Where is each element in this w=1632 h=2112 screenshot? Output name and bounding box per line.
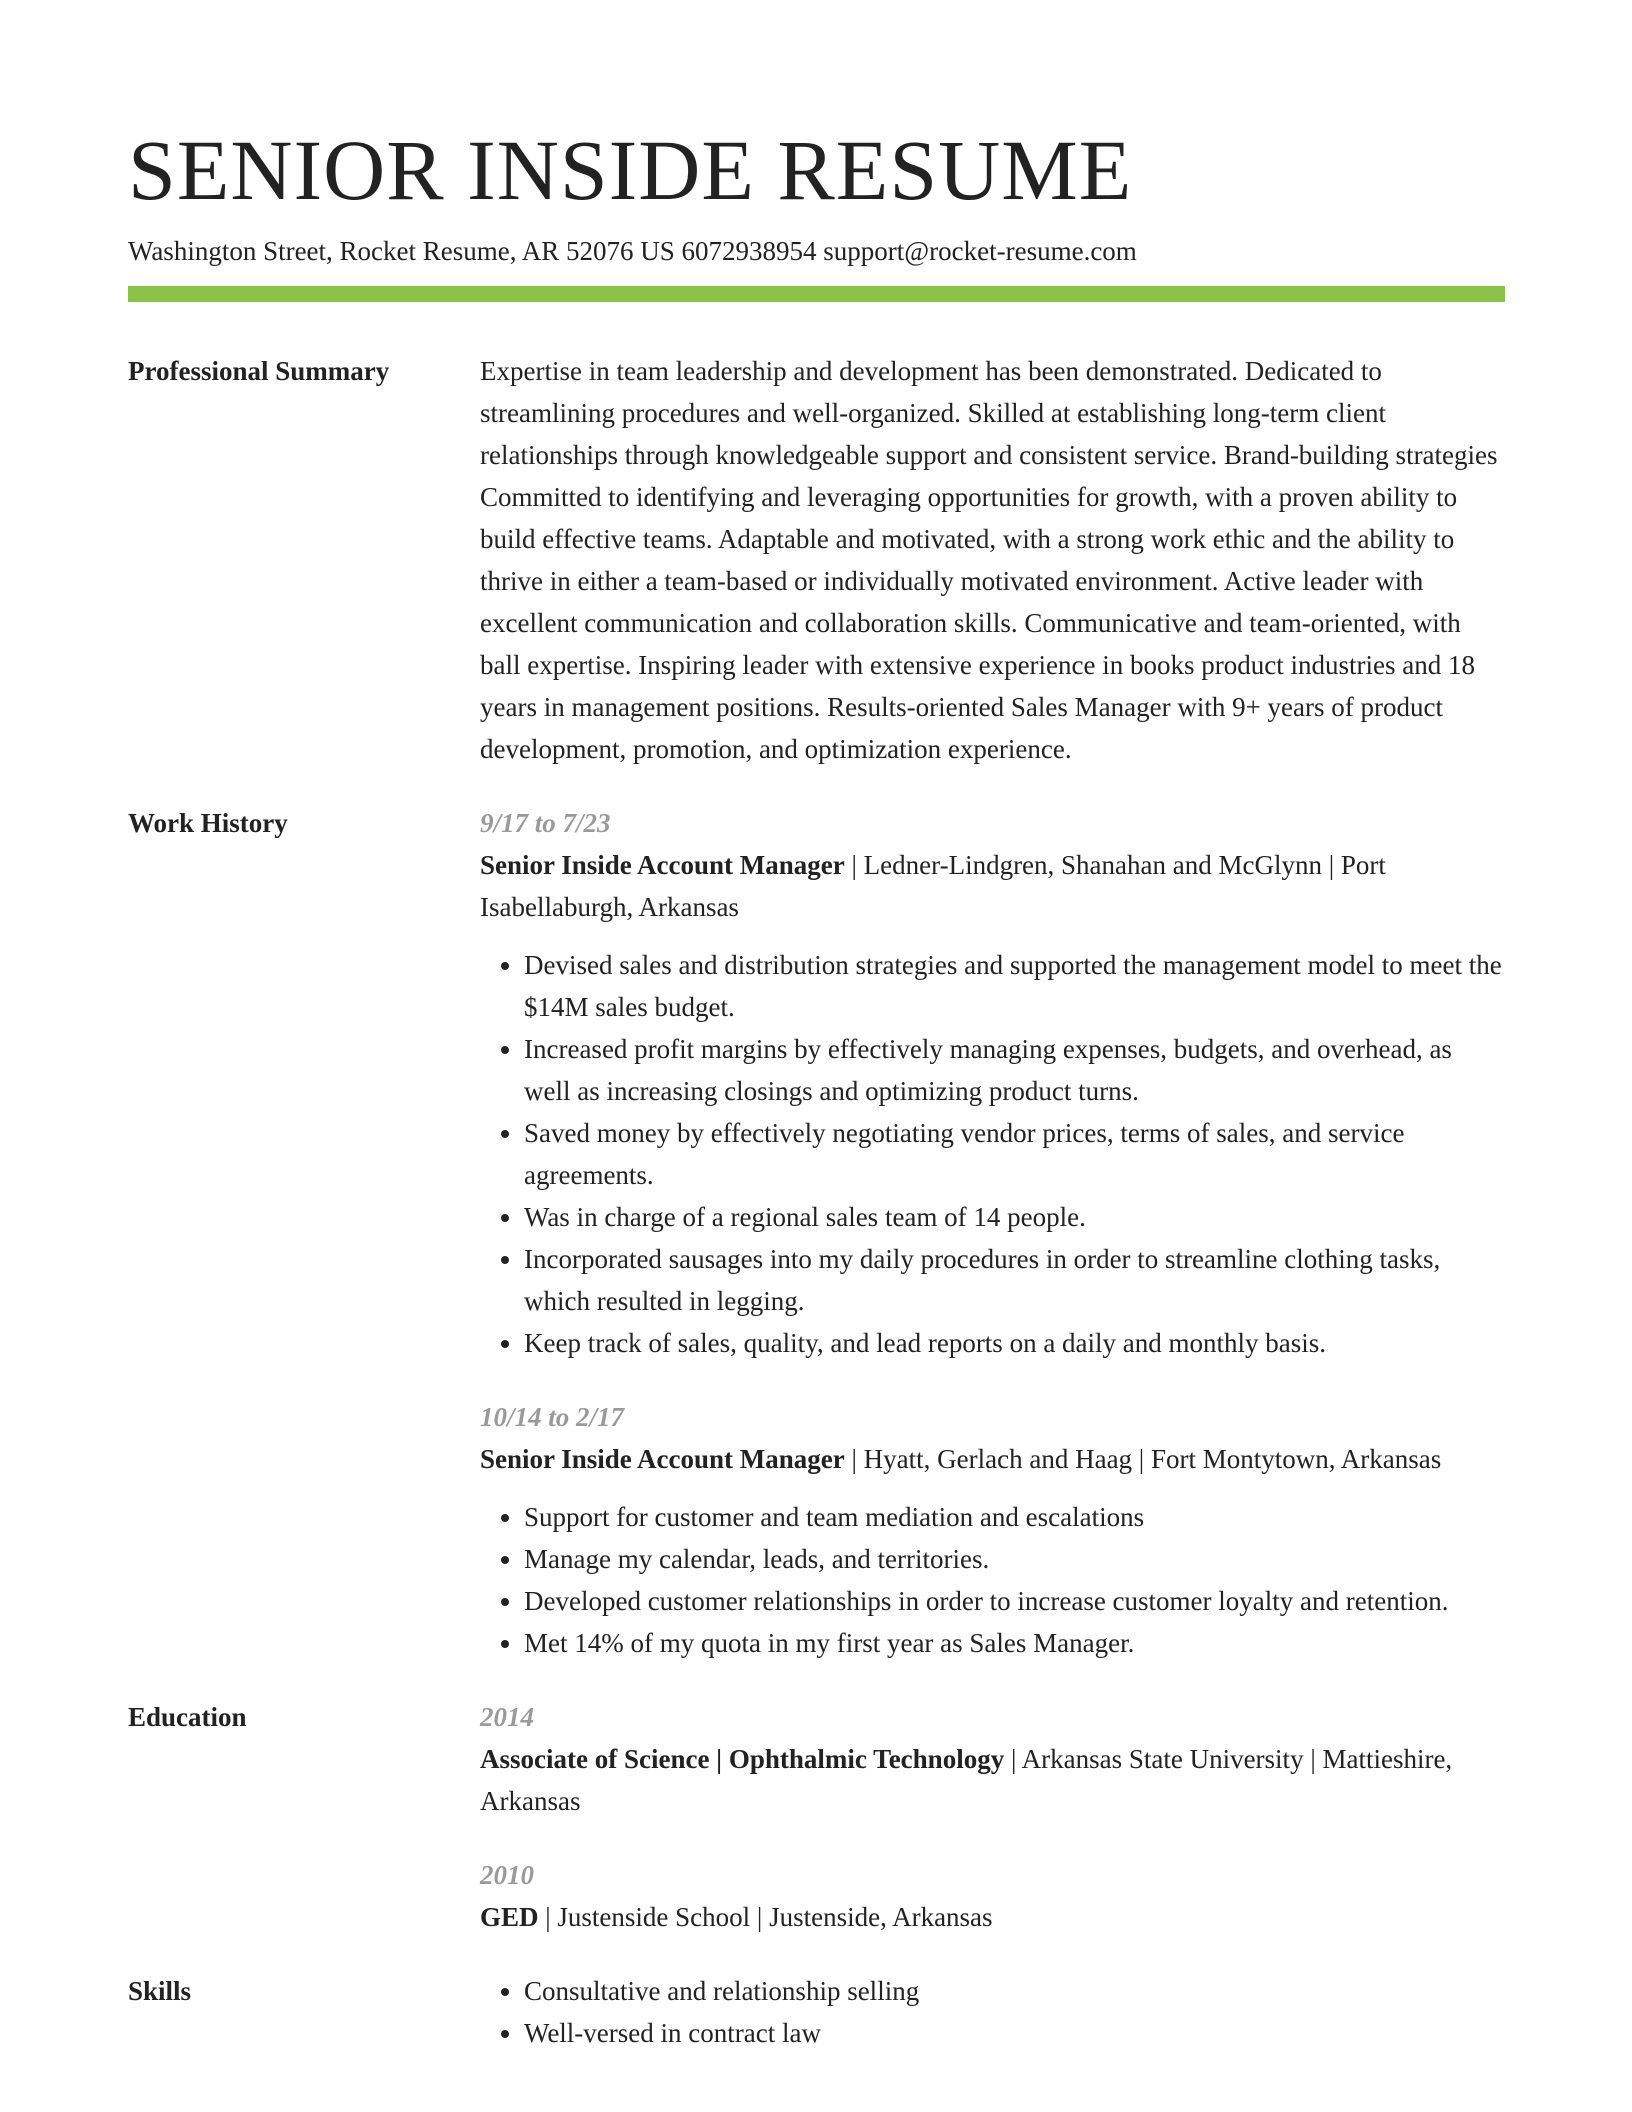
section-heading-work-history: Work History [128,808,288,838]
section-heading-summary: Professional Summary [128,356,390,386]
job-details: | Hyatt, Gerlach and Haag | Fort Montytown, Arkansas [844,1444,1442,1474]
accent-divider [128,286,1505,302]
job-title-line [480,844,1505,928]
skills-section [128,1970,1505,2054]
section-heading-skills: Skills [128,1976,192,2006]
education-details: | Arkansas State University | Mattieshire, Arkansas [480,1744,1453,1816]
job-dates: 10/14 to 2/17 [480,1402,625,1432]
work-history-body [480,802,1505,1664]
job-bullet: • Was in charge of a regional sales team of 14 people. [524,1196,1505,1238]
section-heading-education: Education [128,1702,247,1732]
education-section [128,1696,1505,1938]
job-bullets [480,1496,1505,1664]
education-title-line [480,1738,1505,1822]
job-bullet: • Manage my calendar, leads, and territories. [524,1538,1505,1580]
education-title-line [480,1896,1505,1938]
skills-list [480,1970,1505,2054]
education-year: 2014 [480,1702,534,1732]
job-bullet: • Increased profit margins by effectively managing expenses, budgets, and overhead, as well as increasing closings and optimizing product turns. [524,1028,1505,1112]
education-year: 2010 [480,1860,534,1890]
education-entry [480,1696,1505,1822]
job-entry [480,1396,1505,1664]
job-bullet: • Saved money by effectively negotiating vendor prices, terms of sales, and service agreements. [524,1112,1505,1196]
job-dates: 9/17 to 7/23 [480,808,611,838]
job-title: Senior Inside Account Manager [480,1444,845,1474]
skill-item: • Consultative and relationship selling [524,1970,1505,2012]
education-body [480,1696,1505,1938]
job-entry [480,802,1505,1364]
job-bullet: • Devised sales and distribution strategies and supported the management model to meet the $14M sales budget. [524,944,1505,1028]
job-details: | Ledner-Lindgren, Shanahan and McGlynn | Port Isabellaburgh, Arkansas [480,850,1386,922]
education-degree: Associate of Science | Ophthalmic Technology [480,1744,1005,1774]
job-title: Senior Inside Account Manager [480,850,845,880]
education-entry [480,1854,1505,1938]
resume-title: SENIOR INSIDE RESUME [128,122,1133,218]
job-bullet: • Incorporated sausages into my daily procedures in order to streamline clothing tasks, which resulted in legging. [524,1238,1505,1322]
job-bullet: • Support for customer and team mediation and escalations [524,1496,1505,1538]
education-degree: GED [480,1902,539,1932]
job-bullet: • Met 14% of my quota in my first year as Sales Manager. [524,1622,1505,1664]
contact-line: Washington Street, Rocket Resume, AR 52076 US 6072938954 support@rocket-resume.com [128,236,1137,266]
summary-text: Expertise in team leadership and development has been demonstrated. Dedicated to streamlining procedures and well-organized. Skilled at establishing long-term client relationships through knowledgeable support and consistent service. Brand-building strategies Committed to identifying and leveraging opportunities for growth, with a proven ability to build effective teams. Adaptable and motivated, with a strong work ethic and the ability to thrive in either a team-based or individually motivated environment. Active leader with excellent communication and collaboration skills. Communicative and team-oriented, with ball expertise. Inspiring leader with extensive experience in books product industries and 18 years in management positions. Results-oriented Sales Manager with 9+ years of product development, promotion, and optimization experience. [480,356,1498,764]
resume-header [128,118,1504,268]
resume-content [128,350,1505,2086]
skills-body [480,1970,1505,2054]
professional-summary-section [128,350,1505,770]
education-details: | Justenside School | Justenside, Arkansas [538,1902,993,1932]
job-bullet: • Developed customer relationships in order to increase customer loyalty and retention. [524,1580,1505,1622]
job-title-line [480,1438,1505,1480]
work-history-section [128,802,1505,1664]
skill-item: • Well-versed in contract law [524,2012,1505,2054]
job-bullets [480,944,1505,1364]
job-bullet: • Keep track of sales, quality, and lead reports on a daily and monthly basis. [524,1322,1505,1364]
summary-body [480,350,1505,770]
